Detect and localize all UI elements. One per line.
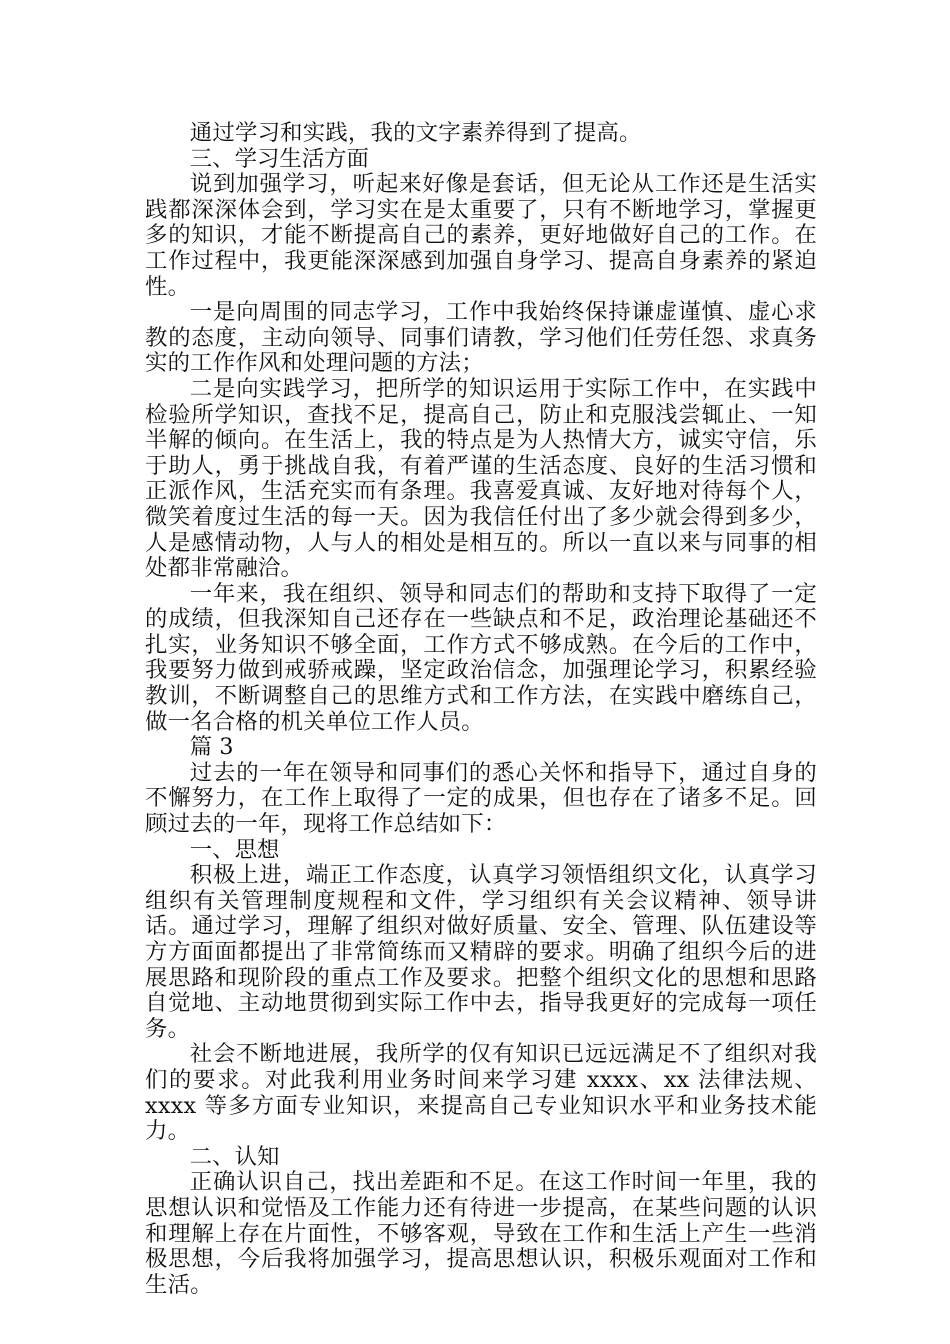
paragraph: 说到加强学习，听起来好像是套话，但无论从工作还是生活实践都深深体会到，学习实在是太重要了，只有不断地学习，掌握更多的知识，才能不断提高自己的素养，更好地做好自己的工作。在工作过程中，我更能深深感到加强自身学习、提高自身素养的紧迫性。 (145, 171, 817, 300)
paragraph: 一是向周围的同志学习，工作中我始终保持谦虚谨慎、虚心求教的态度，主动向领导、同事们请教，学习他们任劳任怨、求真务实的工作作风和处理问题的方法； (145, 299, 817, 377)
paragraph: 二是向实践学习，把所学的知识运用于实际工作中，在实践中检验所学知识，查找不足，提高自己，防止和克服浅尝辄止、一知半解的倾向。在生活上，我的特点是为人热情大方，诚实守信，乐于助人，勇于挑战自我，有着严谨的生活态度、良好的生活习惯和正派作风，生活充实而有条理。我喜爱真诚、友好地对待每个人，微笑着度过生活的每一天。因为我信任付出了多少就会得到多少，人是感情动物，人与人的相处是相互的。所以一直以来与同事的相处都非常融洽。 (145, 375, 817, 582)
document-body (145, 121, 817, 1298)
paragraph: 积极上进，端正工作态度，认真学习领悟组织文化，认真学习组织有关管理制度规程和文件，学习组织有关会议精神、领导讲话。通过学习，理解了组织对做好质量、安全、管理、队伍建设等方方面面都提出了非常简练而又精辟的要求。明确了组织今后的进展思路和现阶段的重点工作及要求。把整个组织文化的思想和思路自觉地、主动地贯彻到实际工作中去，指导我更好的完成每一项任务。 (145, 862, 817, 1042)
paragraph: 正确认识自己，找出差距和不足。在这工作时间一年里，我的思想认识和觉悟及工作能力还有待进一步提高，在某些问题的认识和理解上存在片面性，不够客观，导致在工作和生活上产生一些消极思想，今后我将加强学习，提高思想认识，积极乐观面对工作和生活。 (145, 1169, 817, 1298)
section-heading: 一、思想 (189, 836, 280, 863)
paragraph: 社会不断地进展，我所学的仅有知识已远远满足不了组织对我们的要求。对此我利用业务时间来学习建 xxxx、xx 法律法规、xxxx 等多方面专业知识，来提高自己专业知识水平和业务技术能力。 (145, 1041, 817, 1145)
paragraph: 通过学习和实践，我的文字素养得到了提高。 (189, 120, 642, 146)
chapter-heading: 篇 3 (189, 734, 234, 761)
paragraph: 过去的一年在领导和同事们的悉心关怀和指导下，通过自身的不懈努力，在工作上取得了一定的成果，但也存在了诸多不足。回顾过去的一年，现将工作总结如下： (145, 759, 817, 838)
section-heading: 三、学习生活方面 (189, 145, 369, 172)
paragraph: 一年来，我在组织、领导和同志们的帮助和支持下取得了一定的成绩，但我深知自己还存在一些缺点和不足，政治理论基础还不扎实，业务知识不够全面，工作方式不够成熟。在今后的工作中，我要努力做到戒骄戒躁，坚定政治信念，加强理论学习，积累经验教训，不断调整自己的思维方式和工作方法，在实践中磨练自己，做一名合格的机关单位工作人员。 (145, 580, 817, 735)
section-heading: 二、认知 (189, 1143, 280, 1170)
